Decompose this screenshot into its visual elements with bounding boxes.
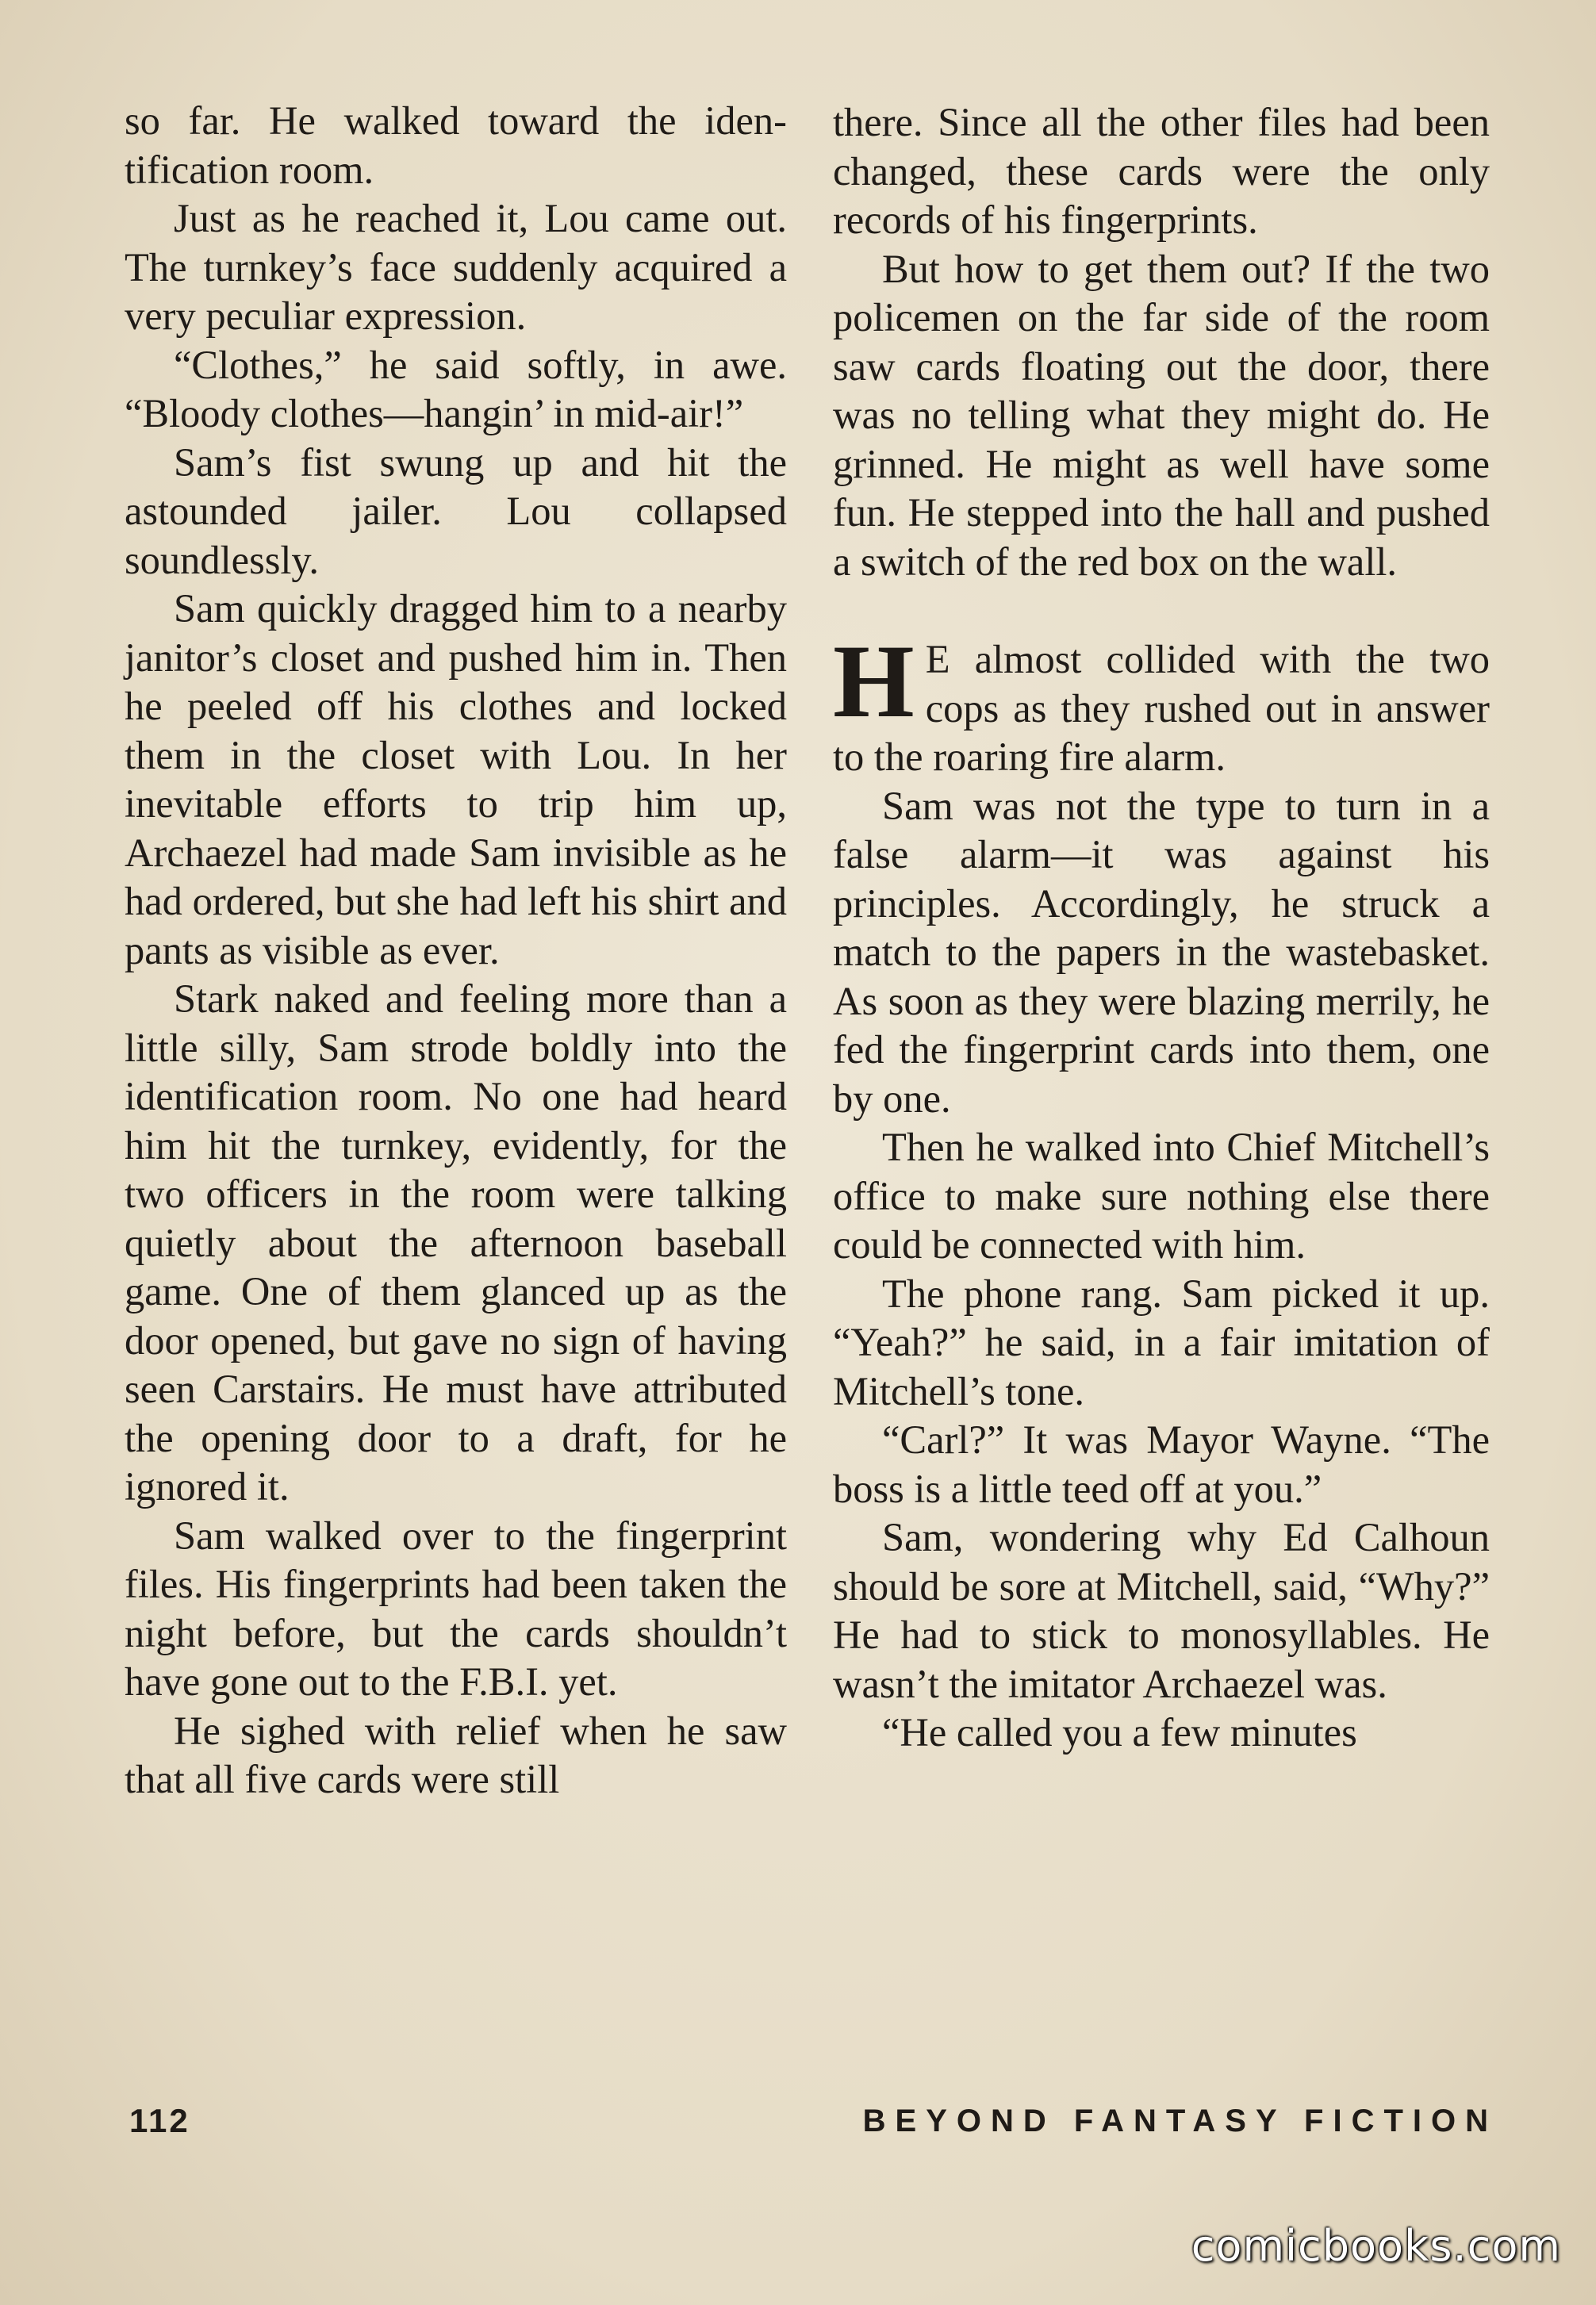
drop-cap-paragraph-text: E almost collided with the two cops as they rushed out in answer to the roaring fire alarm. (833, 637, 1490, 779)
site-watermark: comicbooks.com (1191, 2221, 1561, 2271)
paragraph: Sam quickly dragged him to a nearby janitor’s closet and pushed him in. Then he peeled off his clothes and locked them in the closet with Lou. In her inevitable efforts to trip him up, Archaezel had made Sam invisible as he had ordered, but she had left his shirt and pants as visible as ever. (125, 586, 787, 972)
running-footer-title: BEYOND FANTASY FICTION (862, 2104, 1498, 2138)
paragraph: Then he walked into Chief Mitchell’s office to make sure nothing else there could be connected with him. (833, 1125, 1490, 1267)
paragraph: But how to get them out? If the two policemen on the far side of the room saw cards floating out the door, there was no telling what they might do. He grinned. He might as well have some fun. He stepped into the hall and pushed a switch of the red box on the wall. (833, 246, 1490, 584)
paragraph: Sam was not the type to turn in a false alarm—it was against his principles. Accordingly, he struck a match to the papers in the wastebasket. As soon as they were blazing merrily, he fed the fingerprint cards into them, one by one. (833, 783, 1490, 1121)
paragraph: He sighed with relief when he saw that all five cards were still (125, 1708, 787, 1801)
paragraph: “Carl?” It was Mayor Wayne. “The boss is a little teed off at you.” (833, 1417, 1490, 1511)
paragraph: “He called you a few minutes (882, 1710, 1357, 1755)
paragraph: “Clothes,” he said softly, in awe. “Bloody clothes—hangin’ in mid-air!” (125, 342, 787, 435)
paragraph: Stark naked and feeling more than a little silly, Sam strode boldly into the identification room. No one had heard him hit the turnkey, evidently, for the two officers in the room were talking quietly about the afternoon baseball game. One of them glanced up as the door opened, but gave no sign of having seen Carstairs. He must have attributed the opening door to a draft, for he ignored it. (125, 976, 787, 1509)
paragraph: Sam, wondering why Ed Calhoun should be sore at Mitchell, said, “Why?” He had to stick to monosyllables. He wasn’t the imitator Archaezel was. (833, 1515, 1490, 1706)
paragraph-continuation: so far. He walked toward the identification room. (125, 98, 787, 192)
paragraph: Sam’s fist swung up and hit the astounded jailer. Lou collapsed soundlessly. (125, 439, 787, 582)
page-number: 112 (129, 2102, 190, 2139)
paragraph: Sam walked over to the fingerprint files. His fingerprints had been taken the night before, but the cards shouldn’t have gone out to the F.B.I. yet. (125, 1513, 787, 1704)
paragraph-continuation: there. Since all the other files had been changed, these cards were the only records of his fingerprints. (833, 100, 1490, 242)
drop-cap: H (833, 623, 915, 739)
section-opening-paragraph (833, 623, 1490, 782)
paragraph: The phone rang. Sam picked it up. “Yeah?” he said, in a fair imitation of Mitchell’s tone. (833, 1271, 1490, 1413)
right-text-column (833, 98, 1490, 1758)
left-text-column (125, 97, 787, 1804)
paragraph: Just as he reached it, Lou came out. The turnkey’s face suddenly acquired a very peculiar expression. (125, 196, 787, 338)
